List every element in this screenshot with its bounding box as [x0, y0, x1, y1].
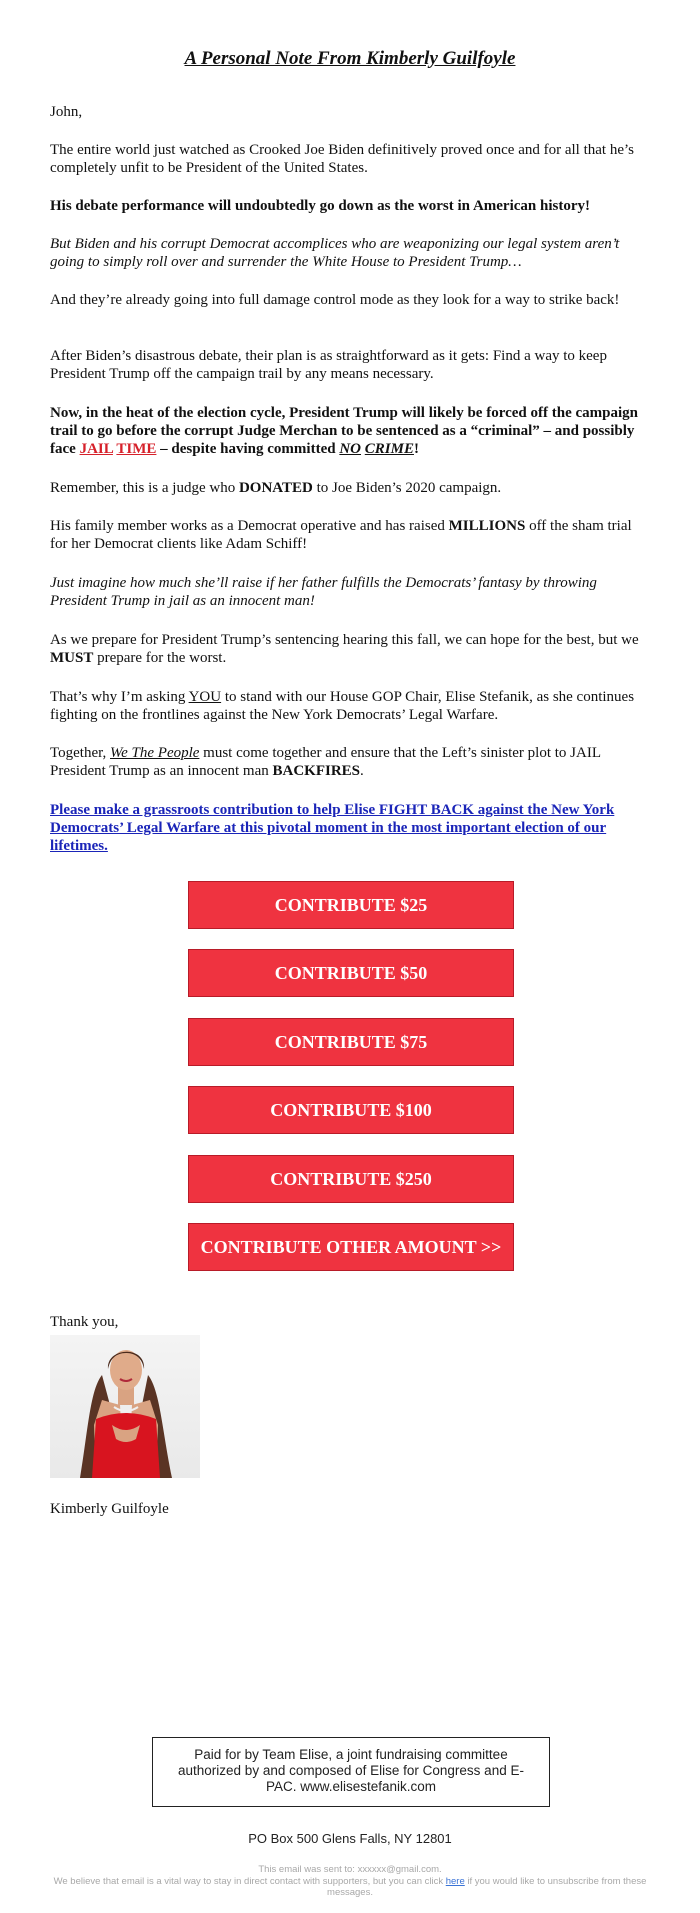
unsub-text-a: We believe that email is a vital way to stay in direct contact with supporters, but you can click — [53, 1876, 446, 1887]
contribute-other-amount-button[interactable]: CONTRIBUTE OTHER AMOUNT >> — [188, 1223, 514, 1271]
contribute-100-button[interactable]: CONTRIBUTE $100 — [188, 1086, 514, 1134]
no-text: NO — [339, 441, 362, 457]
contribute-75-button[interactable]: CONTRIBUTE $75 — [188, 1018, 514, 1066]
contribute-link[interactable]: Please make a grassroots contribution to help Elise FIGHT BACK against the New York Democrats’ Legal Warfare at this pivotal moment in the most important election of our lifetimes. — [50, 802, 615, 854]
time-text: TIME — [116, 441, 157, 457]
p12-text-a: Together, — [50, 745, 110, 761]
unsub-text-b: if you would like to unsubscribe from these messages. — [327, 1876, 647, 1898]
p8-text-a: His family member works as a Democrat operative and has raised — [50, 518, 449, 534]
paragraph-8 — [50, 517, 650, 553]
paragraph-3: But Biden and his corrupt Democrat accomplices who are weaponizing our legal system aren’t going to simply roll over and surrender the White House to President Trump… — [50, 236, 620, 270]
p10-text-a: As we prepare for President Trump’s sentencing hearing this fall, we can hope for the best, but we — [50, 632, 639, 648]
unsubscribe-link[interactable]: here — [445, 1876, 465, 1887]
paragraph-12 — [50, 744, 650, 780]
paragraph-5: After Biden’s disastrous debate, their plan is as straightforward as it gets: Find a way to keep President Trump off the campaign trail by any means necessary. — [50, 348, 607, 382]
p11-text-a: That’s why I’m asking — [50, 689, 189, 705]
page-title: A Personal Note From Kimberly Guilfoyle — [184, 48, 516, 69]
p7-text-a: Remember, this is a judge who — [50, 480, 239, 496]
contribute-50-button[interactable]: CONTRIBUTE $50 — [188, 949, 514, 997]
paid-for-disclaimer: Paid for by Team Elise, a joint fundraising committee authorized by and composed of Elise for Congress and E-PAC. www.elisestefanik.com — [152, 1737, 550, 1807]
signature: Kimberly Guilfoyle — [50, 1501, 169, 1517]
contribute-250-button[interactable]: CONTRIBUTE $250 — [188, 1155, 514, 1203]
you-text: YOU — [188, 689, 222, 705]
unsubscribe-notice — [40, 1876, 660, 1898]
sent-to-notice: This email was sent to: xxxxxx@gmail.com. — [258, 1864, 442, 1875]
p7-text-b: to Joe Biden’s 2020 campaign. — [312, 480, 502, 496]
contribute-25-button[interactable]: CONTRIBUTE $25 — [188, 881, 514, 929]
p12-text-b: must come together and ensure that the Left’s sinister plot to JAIL President Trump as an innocent man — [50, 745, 601, 779]
p8-text-b: off the sham trial for her Democrat clients like Adam Schiff! — [50, 518, 632, 552]
paragraph-9: Just imagine how much she’ll raise if her father fulfills the Democrats’ fantasy by throwing President Trump in jail as an innocent man! — [50, 575, 597, 609]
crime-text: CRIME — [364, 441, 414, 457]
mailing-address: PO Box 500 Glens Falls, NY 12801 — [248, 1831, 452, 1846]
portrait-illustration — [50, 1335, 200, 1478]
p6-text-a: Now, in the heat of the election cycle, President Trump will likely be forced off the campaign trail to go before the corrupt Judge Merchan to be sentenced as a “criminal” – and possibly face — [50, 405, 638, 457]
millions-text: MILLIONS — [448, 518, 526, 534]
p10-text-b: prepare for the worst. — [93, 650, 227, 666]
we-the-people-text: We The People — [110, 745, 200, 761]
p6-text-b: – despite having committed — [156, 441, 340, 457]
donated-text: DONATED — [238, 480, 313, 496]
p6-end: ! — [413, 441, 419, 457]
paragraph-2: His debate performance will undoubtedly go down as the worst in American history! — [50, 198, 590, 214]
paragraph-10 — [50, 631, 650, 667]
kimberly-guilfoyle-photo — [50, 1335, 200, 1478]
jail-text: JAIL — [79, 441, 113, 457]
p11-text-b: to stand with our House GOP Chair, Elise Stefanik, as she continues fighting on the frontlines against the New York Democrats’ Legal Warfare. — [50, 689, 635, 723]
signoff: Thank you, — [50, 1314, 119, 1330]
must-text: MUST — [50, 650, 94, 666]
backfires-text: BACKFIRES — [272, 763, 361, 779]
paragraph-4: And they’re already going into full damage control mode as they look for a way to strike back! — [50, 292, 620, 308]
paragraph-11 — [50, 688, 650, 724]
greeting: John, — [50, 104, 83, 120]
paragraph-1: The entire world just watched as Crooked Joe Biden definitively proved once and for all that he’s completely unfit to be President of the United States. — [50, 142, 634, 176]
paragraph-7 — [50, 479, 650, 497]
paragraph-6 — [50, 404, 650, 458]
p12-text-c: . — [360, 763, 364, 779]
